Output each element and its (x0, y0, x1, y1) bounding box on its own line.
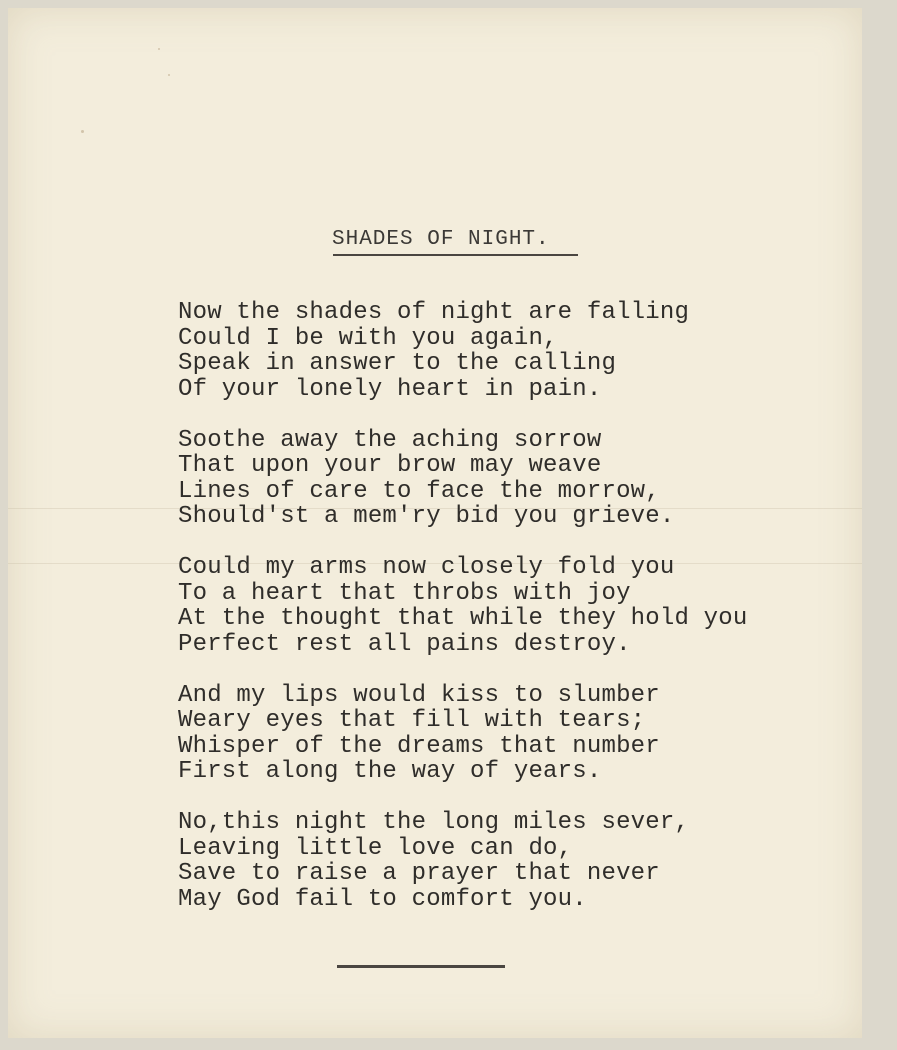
stanza (178, 555, 748, 657)
paper-speck (158, 48, 160, 50)
poem-line: Whisper of the dreams that number (178, 732, 660, 760)
poem-line: First along the way of years. (178, 758, 602, 785)
poem-line: Could I be with you again, (178, 324, 558, 352)
poem-line: Perfect rest all pains destroy. (178, 630, 631, 658)
poem-line: Weary eyes that fill with tears; (178, 707, 646, 734)
stanza (178, 300, 748, 402)
poem-line: Should'st a mem'ry bid you grieve. (178, 503, 675, 530)
end-rule (337, 965, 505, 968)
poem-line: Could my arms now closely fold you (178, 554, 675, 581)
poem-line: And my lips would kiss to slumber (178, 681, 660, 709)
poem-line: Of your lonely heart in pain. (178, 375, 602, 403)
poem-line: Lines of care to face the morrow, (178, 477, 660, 505)
poem-line: At the thought that while they hold you (178, 605, 748, 632)
poem-body (178, 300, 748, 938)
poem-line: Speak in answer to the calling (178, 350, 617, 377)
poem-line: May God fail to comfort you. (178, 885, 587, 913)
poem-line: Save to raise a prayer that never (178, 860, 660, 887)
poem-title: SHADES OF NIGHT. (332, 228, 550, 251)
poem-line: No,this night the long miles sever, (178, 809, 690, 836)
poem-line: That upon your brow may weave (178, 452, 602, 479)
poem-line: Leaving little love can do, (178, 834, 573, 862)
stanza (178, 428, 748, 530)
poem-line: Soothe away the aching sorrow (178, 426, 602, 454)
paper-speck (168, 74, 170, 76)
stanza (178, 810, 748, 912)
poem-line: To a heart that throbs with joy (178, 579, 631, 607)
title-underline (333, 254, 578, 256)
paper-speck (81, 130, 84, 133)
stanza (178, 683, 748, 785)
poem-line: Now the shades of night are falling (178, 299, 690, 326)
